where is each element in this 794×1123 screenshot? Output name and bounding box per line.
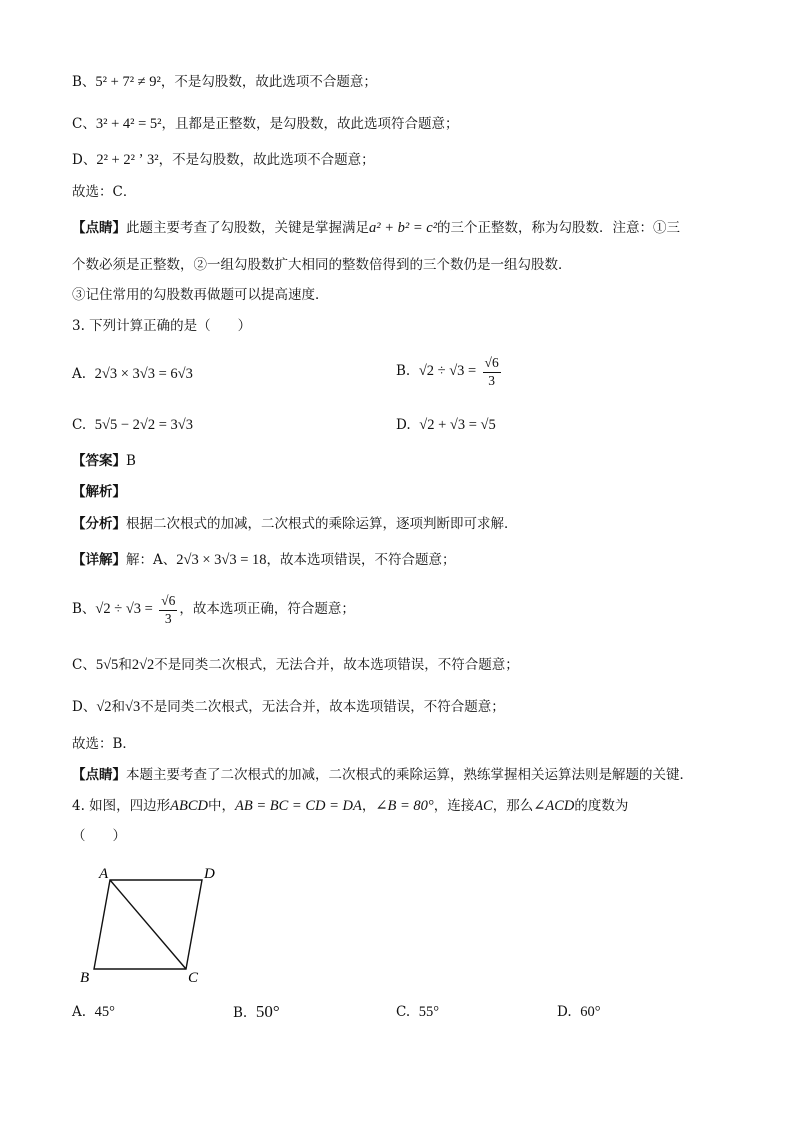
q4-stem-line (72, 796, 628, 816)
math-term: √3 (125, 699, 141, 715)
math-expression: √2 ÷ √3 = (95, 601, 153, 617)
explanation-text: ，且都是正整数，是勾股数，故此选项符合题意； (161, 116, 459, 132)
option-value: 55° (418, 1004, 440, 1020)
prefix: 解：A、 (126, 552, 177, 568)
prefix: D、 (72, 699, 97, 715)
explanation-text: ，不是勾股数，故此选项不合题意； (160, 74, 377, 90)
math-term: ∠ACD (533, 798, 575, 814)
answer-tag: 【答案】 (72, 453, 126, 469)
detail-tag: 【详解】 (72, 552, 126, 568)
q3-choice: 故选：B． (72, 736, 136, 752)
answer-value: B (126, 453, 136, 469)
prefix: C、 (72, 116, 96, 132)
fraction (483, 354, 501, 389)
q3-detail-d-line (72, 697, 505, 717)
q3-detail-b-line (72, 592, 355, 627)
q4-option-d (557, 1002, 601, 1022)
option-label: C. (72, 417, 87, 433)
option-label: D. (396, 417, 411, 433)
math-expression: a² + b² = c² (369, 220, 438, 236)
option-label: A. (72, 366, 87, 382)
comment-text: 的三个正整数，称为勾股数．注意：①三 (437, 220, 681, 236)
q2-comment-line-2: 个数必须是正整数，②一组勾股数扩大相同的整数倍得到的三个数仍是一组勾股数． (72, 257, 572, 273)
fenxi-text: 根据二次根式的加减，二次根式的乘除运算，逐项判断即可求解． (126, 516, 518, 532)
q4-option-a (72, 1002, 115, 1022)
option-label: B. (396, 363, 411, 379)
detail-text: 不是同类二次根式，无法合并，故本选项错误，不符合题意； (154, 657, 519, 673)
math-expression: 3² + 4² = 5² (95, 116, 162, 132)
and-word: 和 (118, 657, 132, 673)
option-expression: 2√3 × 3√3 = 6√3 (94, 366, 193, 382)
q3-analysis-tag (72, 482, 126, 502)
detail-text: ，故本选项正确，符合题意； (179, 601, 355, 617)
math-term: √2 (96, 699, 112, 715)
q2-option-b-line (72, 72, 377, 92)
math-term: 2√2 (131, 657, 155, 673)
option-expression: √2 ÷ √3 = (418, 363, 477, 379)
option-expression: 5√5 − 2√2 = 3√3 (94, 417, 193, 433)
prefix: D、 (72, 152, 97, 168)
fenxi-tag: 【分析】 (72, 516, 126, 532)
analysis-tag: 【解析】 (72, 484, 126, 500)
vertex-label-c: C (188, 970, 199, 986)
vertex-label-b: B (80, 970, 90, 986)
q3-fenxi-line (72, 514, 518, 534)
math-expression: 5² + 7² ≠ 9² (95, 74, 161, 90)
prefix: B、 (72, 74, 96, 90)
stem-text: 中， (208, 798, 236, 814)
stem-text: ，那么 (492, 798, 534, 814)
q3-detail-c-line (72, 655, 519, 675)
and-word: 和 (111, 699, 126, 715)
math-expression: ∠B = 80° (375, 798, 434, 814)
rhombus-figure (70, 858, 250, 988)
q3-detail-a-line (72, 550, 456, 570)
vertex-label-d: D (204, 866, 215, 882)
stem-text: ， (361, 798, 376, 814)
detail-text: ，故本选项错误，不符合题意； (266, 552, 456, 568)
option-expression: √2 + √3 = √5 (419, 417, 496, 433)
explanation-text: ，不是勾股数，故此选项不合题意； (158, 152, 375, 168)
detail-text: 不是同类二次根式，无法合并，故本选项错误，不符合题意； (140, 699, 505, 715)
option-label: C. (396, 1004, 411, 1020)
option-label: B. (233, 1005, 248, 1021)
math-term: 5√5 (95, 657, 119, 673)
option-label: A. (72, 1004, 87, 1020)
q2-comment-line-1 (72, 218, 680, 238)
q2-comment-line-3: ③记住常用的勾股数再做题可以提高速度． (72, 287, 329, 303)
math-expression: AB = BC = CD = DA (235, 798, 362, 814)
comment-text: 本题主要考查了二次根式的加减，二次根式的乘除运算，熟练掌握相关运算法则是解题的关键． (126, 767, 693, 783)
q3-option-d (396, 415, 496, 435)
math-expression: 2² + 2² ʼ 3² (96, 152, 159, 168)
math-expression: 2√3 × 3√3 = 18 (176, 552, 267, 568)
option-value: 50° (255, 1002, 280, 1021)
stem-text: 的度数为 (574, 798, 629, 814)
option-label: D. (557, 1004, 572, 1020)
q3-option-a (72, 364, 193, 384)
option-value: 60° (580, 1004, 601, 1020)
stem-text: 4. 如图，四边形 (72, 798, 171, 814)
denominator: 3 (164, 611, 172, 626)
math-term: AC (474, 798, 493, 814)
q3-option-b (396, 354, 503, 389)
comment-tag: 【点睛】 (72, 220, 126, 236)
comment-text: 此题主要考查了勾股数，关键是掌握满足 (126, 220, 369, 236)
option-value: 45° (94, 1004, 115, 1020)
q2-option-c-line (72, 114, 459, 134)
q3-answer-line (72, 451, 136, 471)
diagonal-ac (110, 880, 186, 969)
stem-text: ，连接 (433, 798, 475, 814)
vertex-label-a: A (99, 866, 109, 882)
prefix: B、 (72, 601, 96, 617)
prefix: C、 (72, 657, 96, 673)
q4-option-b (233, 1002, 280, 1023)
q2-choice: 故选：C． (72, 184, 137, 200)
numerator: √6 (483, 354, 501, 373)
q4-stem-paren: （ ） (72, 828, 126, 844)
q3-comment-line (72, 765, 693, 785)
q3-option-c (72, 415, 193, 435)
fraction (159, 592, 177, 627)
denominator: 3 (488, 373, 495, 388)
math-term: ABCD (170, 798, 209, 814)
numerator: √6 (159, 592, 177, 611)
comment-tag: 【点睛】 (72, 767, 126, 783)
q3-stem: 3. 下列计算正确的是（ ） (72, 318, 252, 334)
q2-option-d-line (72, 150, 375, 170)
q4-option-c (396, 1002, 439, 1022)
